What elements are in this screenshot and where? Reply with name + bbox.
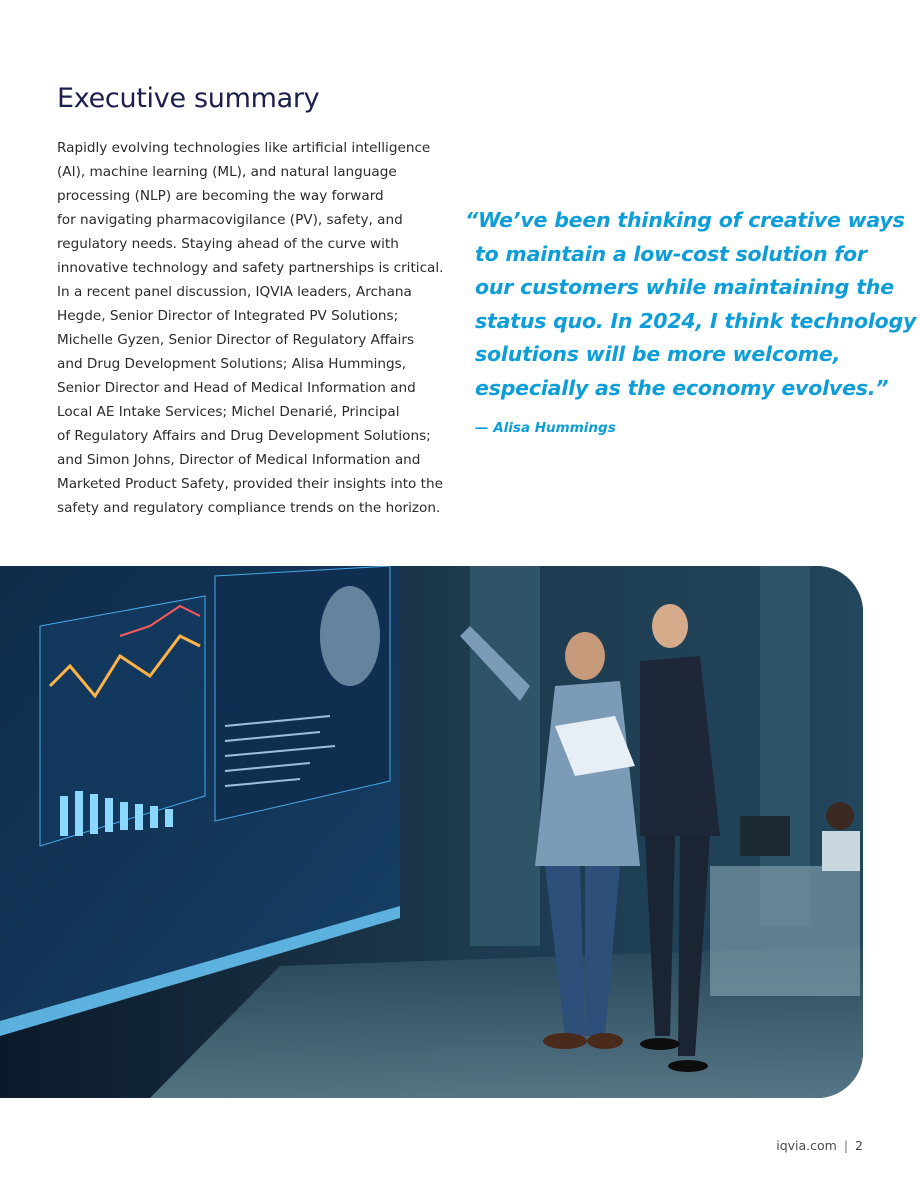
- pull-quote: [465, 204, 917, 405]
- body-line: regulatory needs. Staying ahead of the curve with: [57, 236, 399, 252]
- body-line: (AI), machine learning (ML), and natural language: [57, 164, 397, 180]
- quote-line: “We’ve been thinking of creative ways: [465, 208, 905, 232]
- body-line: Local AE Intake Services; Michel Denarié, Principal: [57, 404, 400, 420]
- page-number: 2: [855, 1138, 863, 1153]
- body-line: Marketed Product Safety, provided their insights into the: [57, 476, 443, 492]
- hero-photo: [0, 566, 863, 1098]
- body-line: In a recent panel discussion, IQVIA leaders, Archana: [57, 284, 412, 300]
- footer-separator: |: [843, 1138, 849, 1153]
- page-footer: [776, 1138, 863, 1153]
- quote-line: especially as the economy evolves.”: [475, 375, 889, 400]
- section-title: Executive summary: [57, 83, 320, 114]
- quote-line: to maintain a low-cost solution for: [475, 241, 867, 266]
- body-line: Rapidly evolving technologies like artificial intelligence: [57, 140, 431, 156]
- body-line: of Regulatory Affairs and Drug Development Solutions;: [57, 428, 431, 444]
- body-line: for navigating pharmacovigilance (PV), safety, and: [57, 212, 403, 228]
- footer-site: iqvia.com: [776, 1138, 837, 1153]
- body-paragraph: [57, 136, 449, 520]
- body-line: safety and regulatory compliance trends on the horizon.: [57, 500, 441, 516]
- body-line: innovative technology and safety partnerships is critical.: [57, 260, 444, 276]
- body-line: Michelle Gyzen, Senior Director of Regulatory Affairs: [57, 332, 415, 348]
- quote-line: our customers while maintaining the: [475, 275, 894, 299]
- quote-line: solutions will be more welcome,: [475, 342, 841, 366]
- body-line: Senior Director and Head of Medical Information and: [57, 380, 416, 396]
- body-line: and Drug Development Solutions; Alisa Hummings,: [57, 356, 407, 372]
- photo-control-room: [0, 566, 863, 1098]
- body-line: Hegde, Senior Director of Integrated PV Solutions;: [57, 308, 399, 324]
- quote-line: status quo. In 2024, I think technology: [475, 308, 917, 333]
- body-line: processing (NLP) are becoming the way forward: [57, 188, 384, 204]
- quote-attribution: — Alisa Hummings: [475, 420, 616, 436]
- body-line: and Simon Johns, Director of Medical Information and: [57, 452, 421, 468]
